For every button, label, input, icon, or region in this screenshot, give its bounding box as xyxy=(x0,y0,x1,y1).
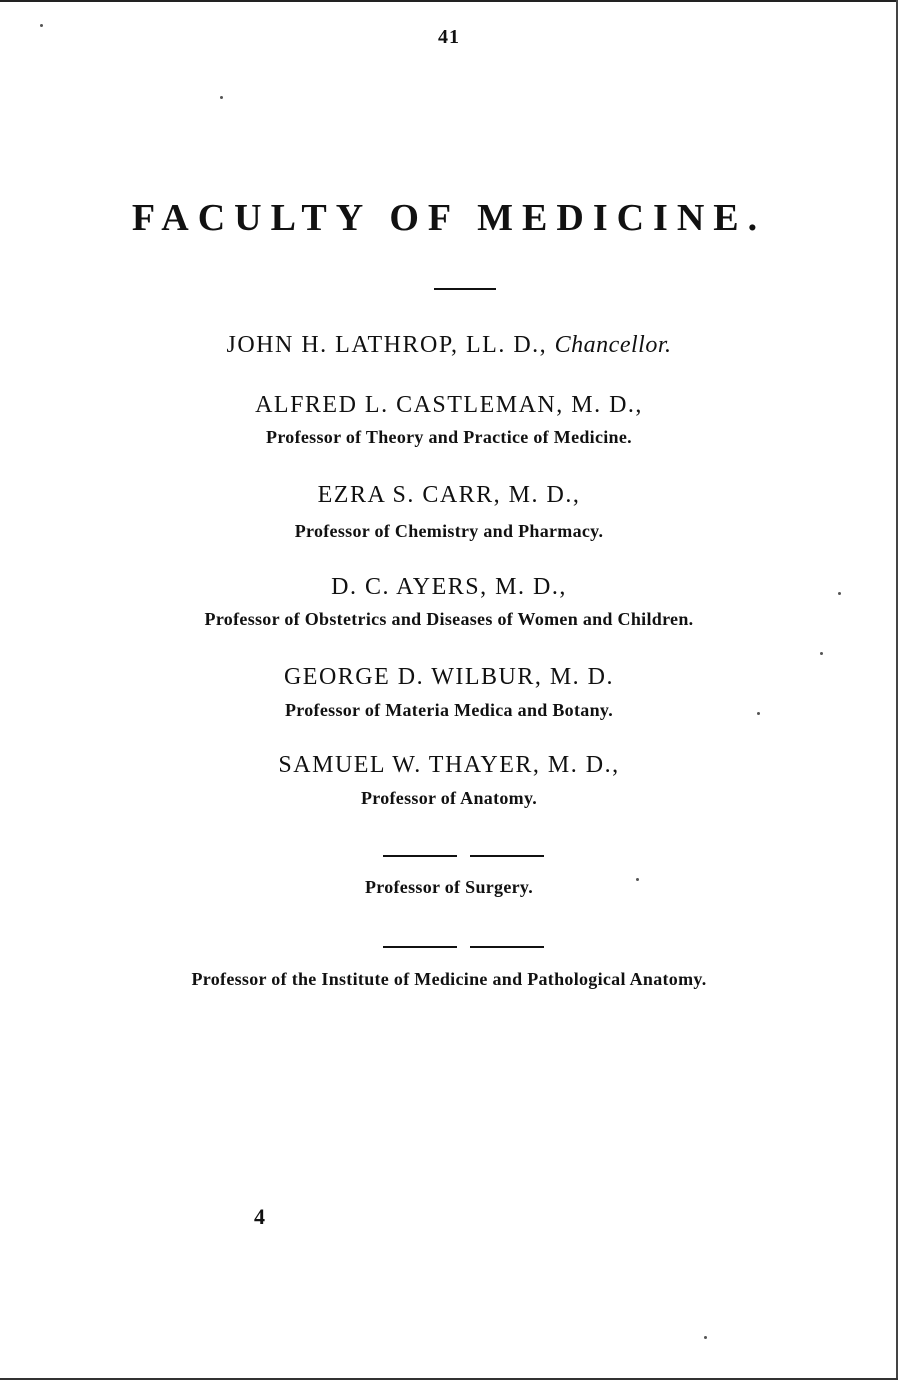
vacant-name-rule-left xyxy=(383,946,457,948)
faculty-title-4: Professor of Materia Medica and Botany. xyxy=(285,700,613,720)
faculty-name-2: EZRA S. CARR, M. D., xyxy=(317,482,581,508)
page-title: FACULTY OF MEDICINE. xyxy=(131,197,767,239)
faculty-name-4: GEORGE D. WILBUR, M. D. xyxy=(283,664,615,690)
vacant-chair-title-2: Professor of the Institute of Medicine and Pathological Anatomy. xyxy=(191,969,707,989)
vacant-name-rule-left xyxy=(383,855,457,857)
faculty-title-2: Professor of Chemistry and Pharmacy. xyxy=(294,521,604,541)
vacant-name-rule-right xyxy=(470,946,544,948)
vacant-name-rule-right xyxy=(470,855,544,857)
chancellor-role: Chancellor. xyxy=(554,332,672,358)
paper-speck xyxy=(704,1336,707,1339)
paper-speck xyxy=(820,652,823,655)
paper-speck xyxy=(636,878,639,881)
faculty-name-5: SAMUEL W. THAYER, M. D., xyxy=(278,752,620,778)
page-number: 41 xyxy=(438,26,460,48)
title-rule xyxy=(434,288,496,290)
paper-speck xyxy=(220,96,223,99)
faculty-name-1: ALFRED L. CASTLEMAN, M. D., xyxy=(255,392,643,418)
paper-speck xyxy=(838,592,841,595)
faculty-title-5: Professor of Anatomy. xyxy=(360,788,538,808)
paper-speck xyxy=(757,712,760,715)
faculty-title-1: Professor of Theory and Practice of Medicine. xyxy=(266,427,632,447)
vacant-chair-title-1: Professor of Surgery. xyxy=(364,877,534,897)
signature-mark: 4 xyxy=(254,1204,265,1229)
paper-speck xyxy=(40,24,43,27)
chancellor-name: JOHN H. LATHROP, LL. D., xyxy=(226,332,548,358)
chancellor-entry xyxy=(0,332,898,359)
faculty-title-3: Professor of Obstetrics and Diseases of Women and Children. xyxy=(204,609,694,629)
faculty-name-3: D. C. AYERS, M. D., xyxy=(331,574,567,600)
page-edge-top xyxy=(0,0,898,2)
